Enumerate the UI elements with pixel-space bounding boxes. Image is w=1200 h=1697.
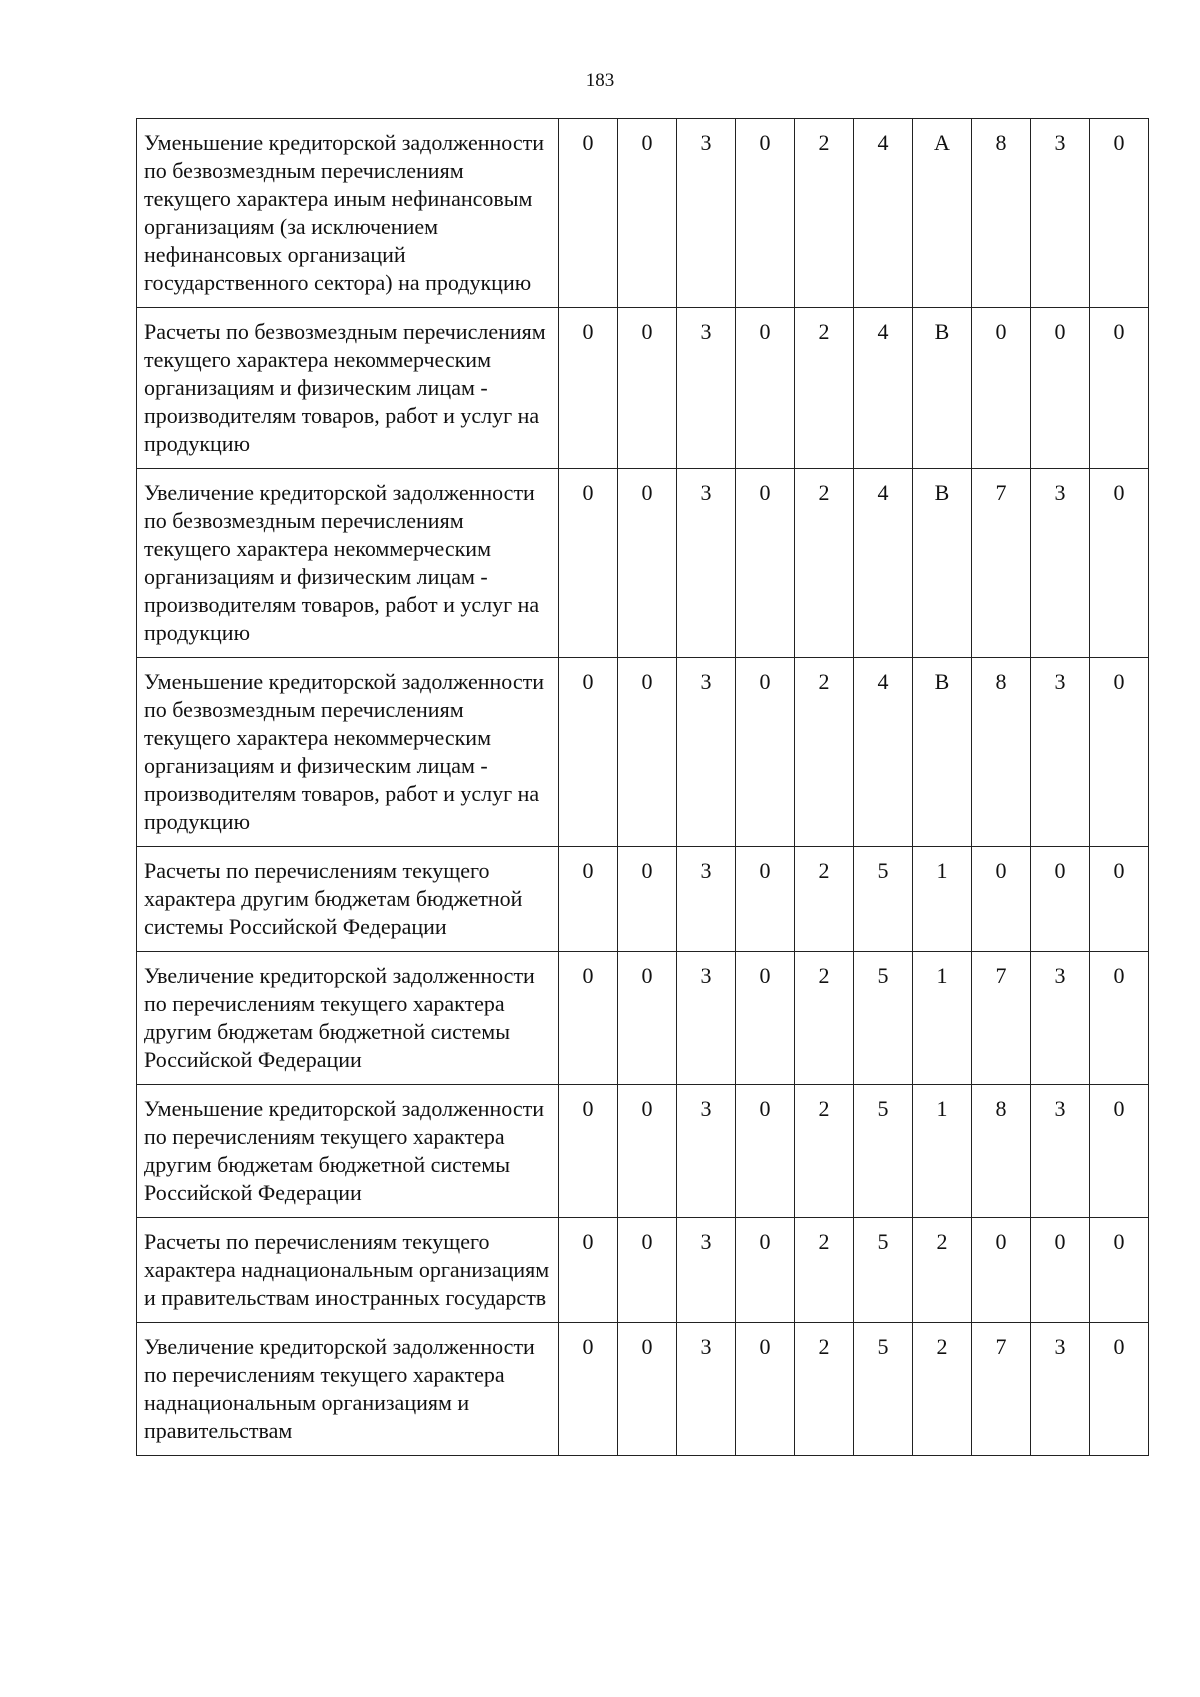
code-digit-10: 0 — [1090, 1085, 1149, 1218]
code-digit-1: 0 — [559, 1218, 618, 1323]
code-digit-10: 0 — [1090, 658, 1149, 847]
code-digit-2: 0 — [618, 1085, 677, 1218]
code-digit-6: 5 — [854, 1085, 913, 1218]
code-digit-4: 0 — [736, 952, 795, 1085]
code-digit-5: 2 — [795, 1085, 854, 1218]
code-digit-5: 2 — [795, 469, 854, 658]
code-digit-8: 7 — [972, 952, 1031, 1085]
code-digit-9: 3 — [1031, 119, 1090, 308]
code-digit-9: 0 — [1031, 847, 1090, 952]
code-digit-2: 0 — [618, 469, 677, 658]
code-digit-1: 0 — [559, 952, 618, 1085]
code-digit-4: 0 — [736, 658, 795, 847]
table-row — [137, 308, 1149, 469]
code-digit-2: 0 — [618, 119, 677, 308]
code-digit-1: 0 — [559, 469, 618, 658]
account-codes-table — [136, 118, 1149, 1456]
code-digit-7: В — [913, 658, 972, 847]
code-digit-10: 0 — [1090, 119, 1149, 308]
code-digit-10: 0 — [1090, 469, 1149, 658]
code-digit-3: 3 — [677, 119, 736, 308]
page-number: 183 — [585, 70, 615, 91]
code-digit-8: 7 — [972, 1323, 1031, 1456]
code-digit-2: 0 — [618, 952, 677, 1085]
code-digit-2: 0 — [618, 1218, 677, 1323]
code-digit-1: 0 — [559, 1323, 618, 1456]
code-digit-4: 0 — [736, 119, 795, 308]
code-digit-6: 5 — [854, 847, 913, 952]
code-digit-7: В — [913, 469, 972, 658]
row-description: Уменьшение кредиторской задолженности по безвозмездным перечислениям текущего характера некоммерческим организациям и физическим лицам - производителям товаров, работ и услуг на продукцию — [137, 658, 559, 847]
code-digit-5: 2 — [795, 952, 854, 1085]
row-description: Расчеты по перечислениям текущего характера наднациональным организациям и правительствам иностранных государств — [137, 1218, 559, 1323]
code-digit-1: 0 — [559, 119, 618, 308]
code-digit-8: 0 — [972, 1218, 1031, 1323]
code-digit-5: 2 — [795, 119, 854, 308]
code-digit-7: 2 — [913, 1218, 972, 1323]
code-digit-10: 0 — [1090, 1323, 1149, 1456]
code-digit-7: 1 — [913, 847, 972, 952]
code-digit-10: 0 — [1090, 847, 1149, 952]
code-digit-3: 3 — [677, 847, 736, 952]
table-row — [137, 658, 1149, 847]
row-description: Уменьшение кредиторской задолженности по безвозмездным перечислениям текущего характера иным нефинансовым организациям (за исключением нефинансовых организаций государственного сектора) на продукцию — [137, 119, 559, 308]
code-digit-9: 3 — [1031, 1323, 1090, 1456]
code-digit-6: 4 — [854, 469, 913, 658]
code-digit-2: 0 — [618, 1323, 677, 1456]
code-digit-1: 0 — [559, 1085, 618, 1218]
code-digit-1: 0 — [559, 308, 618, 469]
code-digit-9: 3 — [1031, 1085, 1090, 1218]
code-digit-4: 0 — [736, 1085, 795, 1218]
table-row — [137, 469, 1149, 658]
row-description: Увеличение кредиторской задолженности по перечислениям текущего характера другим бюджетам бюджетной системы Российской Федерации — [137, 952, 559, 1085]
code-digit-6: 5 — [854, 952, 913, 1085]
code-digit-10: 0 — [1090, 308, 1149, 469]
code-digit-7: 1 — [913, 952, 972, 1085]
code-digit-8: 0 — [972, 308, 1031, 469]
code-digit-6: 4 — [854, 308, 913, 469]
code-digit-7: 2 — [913, 1323, 972, 1456]
code-digit-10: 0 — [1090, 952, 1149, 1085]
code-digit-4: 0 — [736, 1218, 795, 1323]
row-description: Расчеты по перечислениям текущего характера другим бюджетам бюджетной системы Российской Федерации — [137, 847, 559, 952]
code-digit-9: 0 — [1031, 1218, 1090, 1323]
code-digit-3: 3 — [677, 658, 736, 847]
row-description: Расчеты по безвозмездным перечислениям текущего характера некоммерческим организациям и физическим лицам - производителям товаров, работ и услуг на продукцию — [137, 308, 559, 469]
table-row — [137, 952, 1149, 1085]
code-digit-8: 7 — [972, 469, 1031, 658]
code-digit-4: 0 — [736, 308, 795, 469]
code-digit-7: В — [913, 308, 972, 469]
code-digit-2: 0 — [618, 847, 677, 952]
code-digit-5: 2 — [795, 308, 854, 469]
code-digit-5: 2 — [795, 847, 854, 952]
code-digit-3: 3 — [677, 1323, 736, 1456]
code-digit-1: 0 — [559, 658, 618, 847]
row-description: Увеличение кредиторской задолженности по перечислениям текущего характера наднациональным организациям и правительствам — [137, 1323, 559, 1456]
code-digit-6: 4 — [854, 119, 913, 308]
code-digit-3: 3 — [677, 469, 736, 658]
row-description: Увеличение кредиторской задолженности по безвозмездным перечислениям текущего характера некоммерческим организациям и физическим лицам - производителям товаров, работ и услуг на продукцию — [137, 469, 559, 658]
code-digit-8: 8 — [972, 119, 1031, 308]
code-digit-7: 1 — [913, 1085, 972, 1218]
code-digit-2: 0 — [618, 308, 677, 469]
code-digit-3: 3 — [677, 1218, 736, 1323]
code-digit-3: 3 — [677, 952, 736, 1085]
code-digit-7: А — [913, 119, 972, 308]
code-digit-9: 3 — [1031, 952, 1090, 1085]
code-digit-6: 4 — [854, 658, 913, 847]
code-digit-4: 0 — [736, 469, 795, 658]
code-digit-2: 0 — [618, 658, 677, 847]
code-digit-6: 5 — [854, 1323, 913, 1456]
table-row — [137, 119, 1149, 308]
code-digit-5: 2 — [795, 658, 854, 847]
code-digit-1: 0 — [559, 847, 618, 952]
code-digit-4: 0 — [736, 847, 795, 952]
code-digit-10: 0 — [1090, 1218, 1149, 1323]
table-body — [137, 119, 1149, 1456]
code-digit-8: 0 — [972, 847, 1031, 952]
code-digit-8: 8 — [972, 1085, 1031, 1218]
table-row — [137, 1323, 1149, 1456]
table-row — [137, 1085, 1149, 1218]
code-digit-9: 3 — [1031, 469, 1090, 658]
code-digit-5: 2 — [795, 1323, 854, 1456]
code-digit-6: 5 — [854, 1218, 913, 1323]
code-digit-3: 3 — [677, 1085, 736, 1218]
code-digit-9: 3 — [1031, 658, 1090, 847]
code-digit-3: 3 — [677, 308, 736, 469]
code-digit-8: 8 — [972, 658, 1031, 847]
code-digit-5: 2 — [795, 1218, 854, 1323]
code-digit-9: 0 — [1031, 308, 1090, 469]
table-row — [137, 1218, 1149, 1323]
table-row — [137, 847, 1149, 952]
row-description: Уменьшение кредиторской задолженности по перечислениям текущего характера другим бюджетам бюджетной системы Российской Федерации — [137, 1085, 559, 1218]
code-digit-4: 0 — [736, 1323, 795, 1456]
